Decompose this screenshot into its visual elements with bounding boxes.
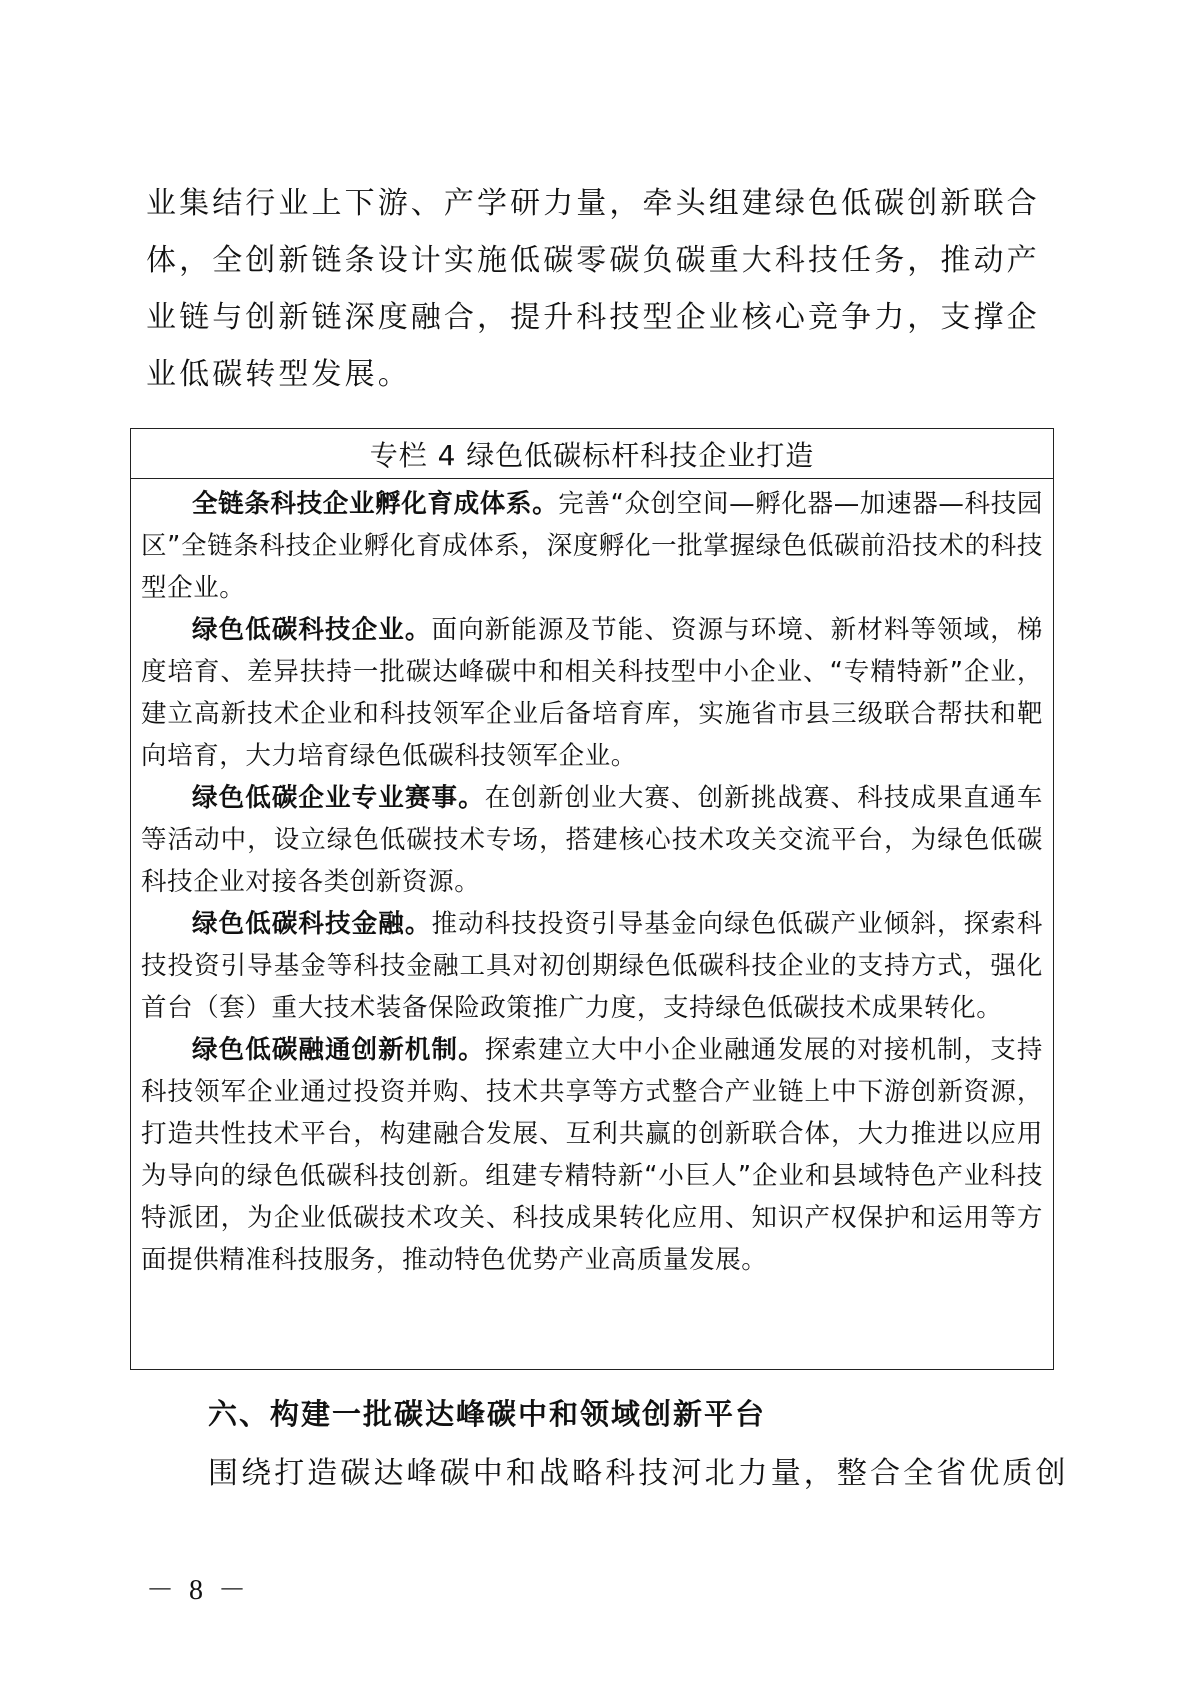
feature-box-title: 专栏 4 绿色低碳标杆科技企业打造	[131, 429, 1053, 479]
feature-item	[141, 609, 1043, 777]
feature-item-text: 完善“众创空间—孵化器—加速器—科技园区”全链条科技企业孵化育成体系，深度孵化一批掌握绿色低碳前沿技术的科技型企业。	[141, 489, 1043, 603]
feature-item	[141, 777, 1043, 903]
feature-item-lead: 绿色低碳科技金融。	[192, 909, 432, 939]
feature-item-lead: 绿色低碳企业专业赛事。	[192, 783, 485, 813]
feature-item	[141, 903, 1043, 1029]
feature-box	[130, 428, 1054, 1370]
page-number: － 8 －	[146, 1575, 251, 1606]
feature-item	[141, 1029, 1043, 1281]
body-paragraph-continued: 业集结行业上下游、产学研力量，牵头组建绿色低碳创新联合体，全创新链条设计实施低碳零碳负碳重大科技任务，推动产业链与创新链深度融合，提升科技型企业核心竞争力，支撑企业低碳转型发展。	[146, 186, 1040, 392]
feature-item-lead: 绿色低碳融通创新机制。	[192, 1035, 485, 1065]
feature-item-lead: 绿色低碳科技企业。	[192, 615, 432, 645]
feature-item-text: 面向新能源及节能、资源与环境、新材料等领域，梯度培育、差异扶持一批碳达峰碳中和相关科技型中小企业、“专精特新”企业，建立高新技术企业和科技领军企业后备培育库，实施省市县三级联合帮扶和靶向培育，大力培育绿色低碳科技领军企业。	[141, 615, 1043, 771]
feature-item-text: 在创新创业大赛、创新挑战赛、科技成果直通车等活动中，设立绿色低碳技术专场，搭建核心技术攻关交流平台，为绿色低碳科技企业对接各类创新资源。	[141, 783, 1043, 897]
feature-box-body	[131, 479, 1053, 1281]
feature-item-text: 推动科技投资引导基金向绿色低碳产业倾斜，探索科技投资引导基金等科技金融工具对初创期绿色低碳科技企业的支持方式，强化首台（套）重大技术装备保险政策推广力度，支持绿色低碳技术成果转化。	[141, 909, 1043, 1023]
feature-item	[141, 483, 1043, 609]
section-heading: 六、构建一批碳达峰碳中和领域创新平台	[208, 1397, 767, 1431]
feature-item-lead: 全链条科技企业孵化育成体系。	[192, 489, 559, 519]
feature-item-text: 探索建立大中小企业融通发展的对接机制，支持科技领军企业通过投资并购、技术共享等方式整合产业链上中下游创新资源，打造共性技术平台，构建融合发展、互利共赢的创新联合体，大力推进以应用为导向的绿色低碳科技创新。组建专精特新“小巨人”企业和县域特色产业科技特派团，为企业低碳技术攻关、科技成果转化应用、知识产权保护和运用等方面提供精准科技服务，推动特色优势产业高质量发展。	[141, 1035, 1043, 1275]
body-paragraph: 围绕打造碳达峰碳中和战略科技河北力量，整合全省优质创	[208, 1456, 1069, 1491]
